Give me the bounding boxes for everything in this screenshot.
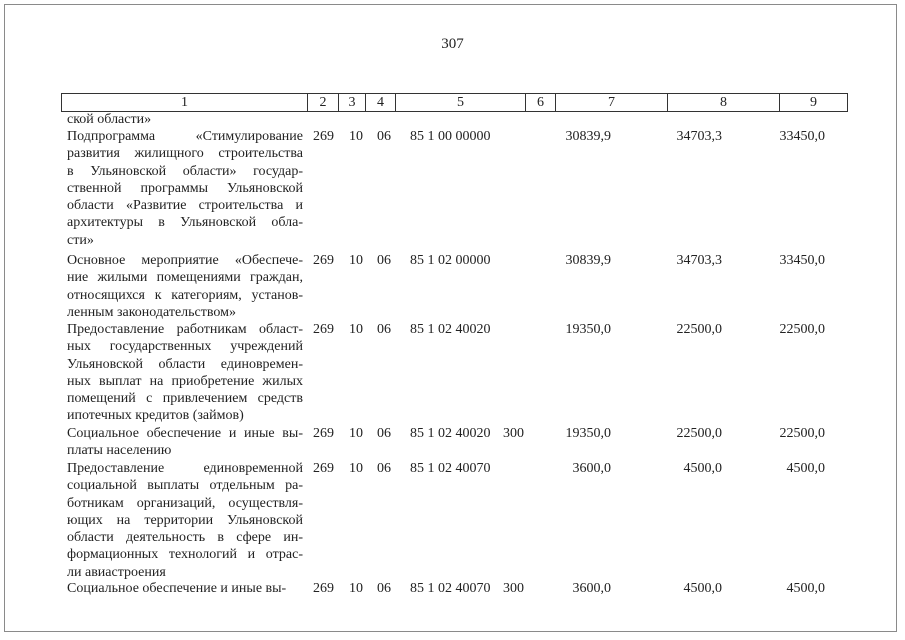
cell-c3: 10 — [349, 253, 363, 268]
row-description — [67, 460, 303, 581]
cell-c2: 269 — [313, 581, 334, 596]
description-line: формационных технологий и отрас- — [67, 547, 303, 563]
cell-c2: 269 — [313, 461, 334, 476]
description-line: платы населению — [67, 443, 172, 459]
cell-c8: 22500,0 — [676, 426, 722, 441]
header-col-5: 5 — [396, 94, 526, 112]
cell-c8: 4500,0 — [683, 461, 722, 476]
description-line: ние жилыми помещениями граждан, — [67, 270, 303, 286]
cell-c7: 19350,0 — [565, 322, 611, 337]
header-col-2: 2 — [308, 94, 339, 112]
cell-c8: 34703,3 — [676, 129, 722, 144]
cell-c4: 06 — [377, 129, 391, 144]
cell-c9: 4500,0 — [786, 461, 825, 476]
description-line: ипотечных кредитов (займов) — [67, 408, 244, 424]
header-col-7: 7 — [556, 94, 668, 112]
cell-c8: 22500,0 — [676, 322, 722, 337]
description-line: социальной выплаты отдельным ра- — [67, 478, 303, 494]
cell-c9: 4500,0 — [786, 581, 825, 596]
cell-c2: 269 — [313, 129, 334, 144]
header-col-1: 1 — [62, 94, 308, 112]
cell-c8: 4500,0 — [683, 581, 722, 596]
description-line: Предоставление работникам област- — [67, 322, 303, 337]
header-col-4: 4 — [366, 94, 396, 112]
description-line: помещений с привлечением средств — [67, 391, 303, 407]
cell-c7: 30839,9 — [565, 129, 611, 144]
description-line: ственной программы Ульяновской — [67, 180, 303, 196]
cell-c9: 22500,0 — [779, 322, 825, 337]
cell-c7: 19350,0 — [565, 426, 611, 441]
description-line: Ульяновской области единовремен- — [67, 356, 303, 372]
cell-c5: 85 1 02 40070 — [410, 461, 491, 476]
description-line: ли авиастроения — [67, 564, 166, 580]
row-description — [67, 321, 303, 425]
cell-c2: 269 — [313, 253, 334, 268]
cell-c7: 3600,0 — [572, 461, 611, 476]
continuation-text: ской области» — [67, 112, 152, 127]
row-description — [67, 128, 303, 249]
description-line: Социальное обеспечение и иные вы- — [67, 581, 287, 596]
description-line: в Ульяновской области» государ- — [67, 163, 303, 179]
description-line: ющих на территории Ульяновской — [67, 512, 303, 528]
cell-c9: 22500,0 — [779, 426, 825, 441]
description-line: ботникам организаций, осуществля- — [67, 495, 303, 511]
cell-c3: 10 — [349, 426, 363, 441]
cell-c4: 06 — [377, 426, 391, 441]
description-line: ленным законодательством» — [67, 304, 236, 320]
cell-c5: 85 1 02 40020 — [410, 426, 491, 441]
description-line: Подпрограмма «Стимулирование — [67, 129, 303, 144]
table-header — [61, 93, 848, 112]
row-description — [67, 252, 303, 321]
page-number: 307 — [441, 36, 464, 52]
cell-c4: 06 — [377, 322, 391, 337]
header-col-9: 9 — [780, 94, 848, 112]
cell-c2: 269 — [313, 426, 334, 441]
header-col-3: 3 — [339, 94, 366, 112]
cell-c3: 10 — [349, 129, 363, 144]
cell-c6: 300 — [503, 581, 524, 596]
description-line: архитектуры в Ульяновской обла- — [67, 215, 303, 231]
description-line: Социальное обеспечение и иные вы- — [67, 426, 303, 441]
description-line: области деятельность в сфере ин- — [67, 530, 303, 546]
cell-c3: 10 — [349, 461, 363, 476]
description-line: ных выплат на приобретение жилых — [67, 373, 303, 389]
cell-c7: 30839,9 — [565, 253, 611, 268]
description-line: Основное мероприятие «Обеспече- — [67, 253, 303, 268]
row-description — [67, 580, 303, 597]
row-description — [67, 425, 303, 460]
cell-c4: 06 — [377, 581, 391, 596]
description-line: Предоставление единовременной — [67, 461, 303, 476]
description-line: области «Развитие строительства и — [67, 198, 303, 214]
description-line: относящихся к категориям, установ- — [67, 287, 303, 303]
description-line: развития жилищного строительства — [67, 146, 303, 162]
cell-c3: 10 — [349, 322, 363, 337]
cell-c4: 06 — [377, 461, 391, 476]
description-line: ных государственных учреждений — [67, 339, 303, 355]
cell-c2: 269 — [313, 322, 334, 337]
cell-c6: 300 — [503, 426, 524, 441]
header-col-6: 6 — [526, 94, 556, 112]
cell-c5: 85 1 02 40020 — [410, 322, 491, 337]
cell-c5: 85 1 00 00000 — [410, 129, 491, 144]
cell-c5: 85 1 02 40070 — [410, 581, 491, 596]
description-line: сти» — [67, 232, 94, 248]
cell-c8: 34703,3 — [676, 253, 722, 268]
cell-c5: 85 1 02 00000 — [410, 253, 491, 268]
cell-c3: 10 — [349, 581, 363, 596]
cell-c9: 33450,0 — [779, 253, 825, 268]
header-col-8: 8 — [668, 94, 780, 112]
cell-c7: 3600,0 — [572, 581, 611, 596]
cell-c4: 06 — [377, 253, 391, 268]
cell-c9: 33450,0 — [779, 129, 825, 144]
